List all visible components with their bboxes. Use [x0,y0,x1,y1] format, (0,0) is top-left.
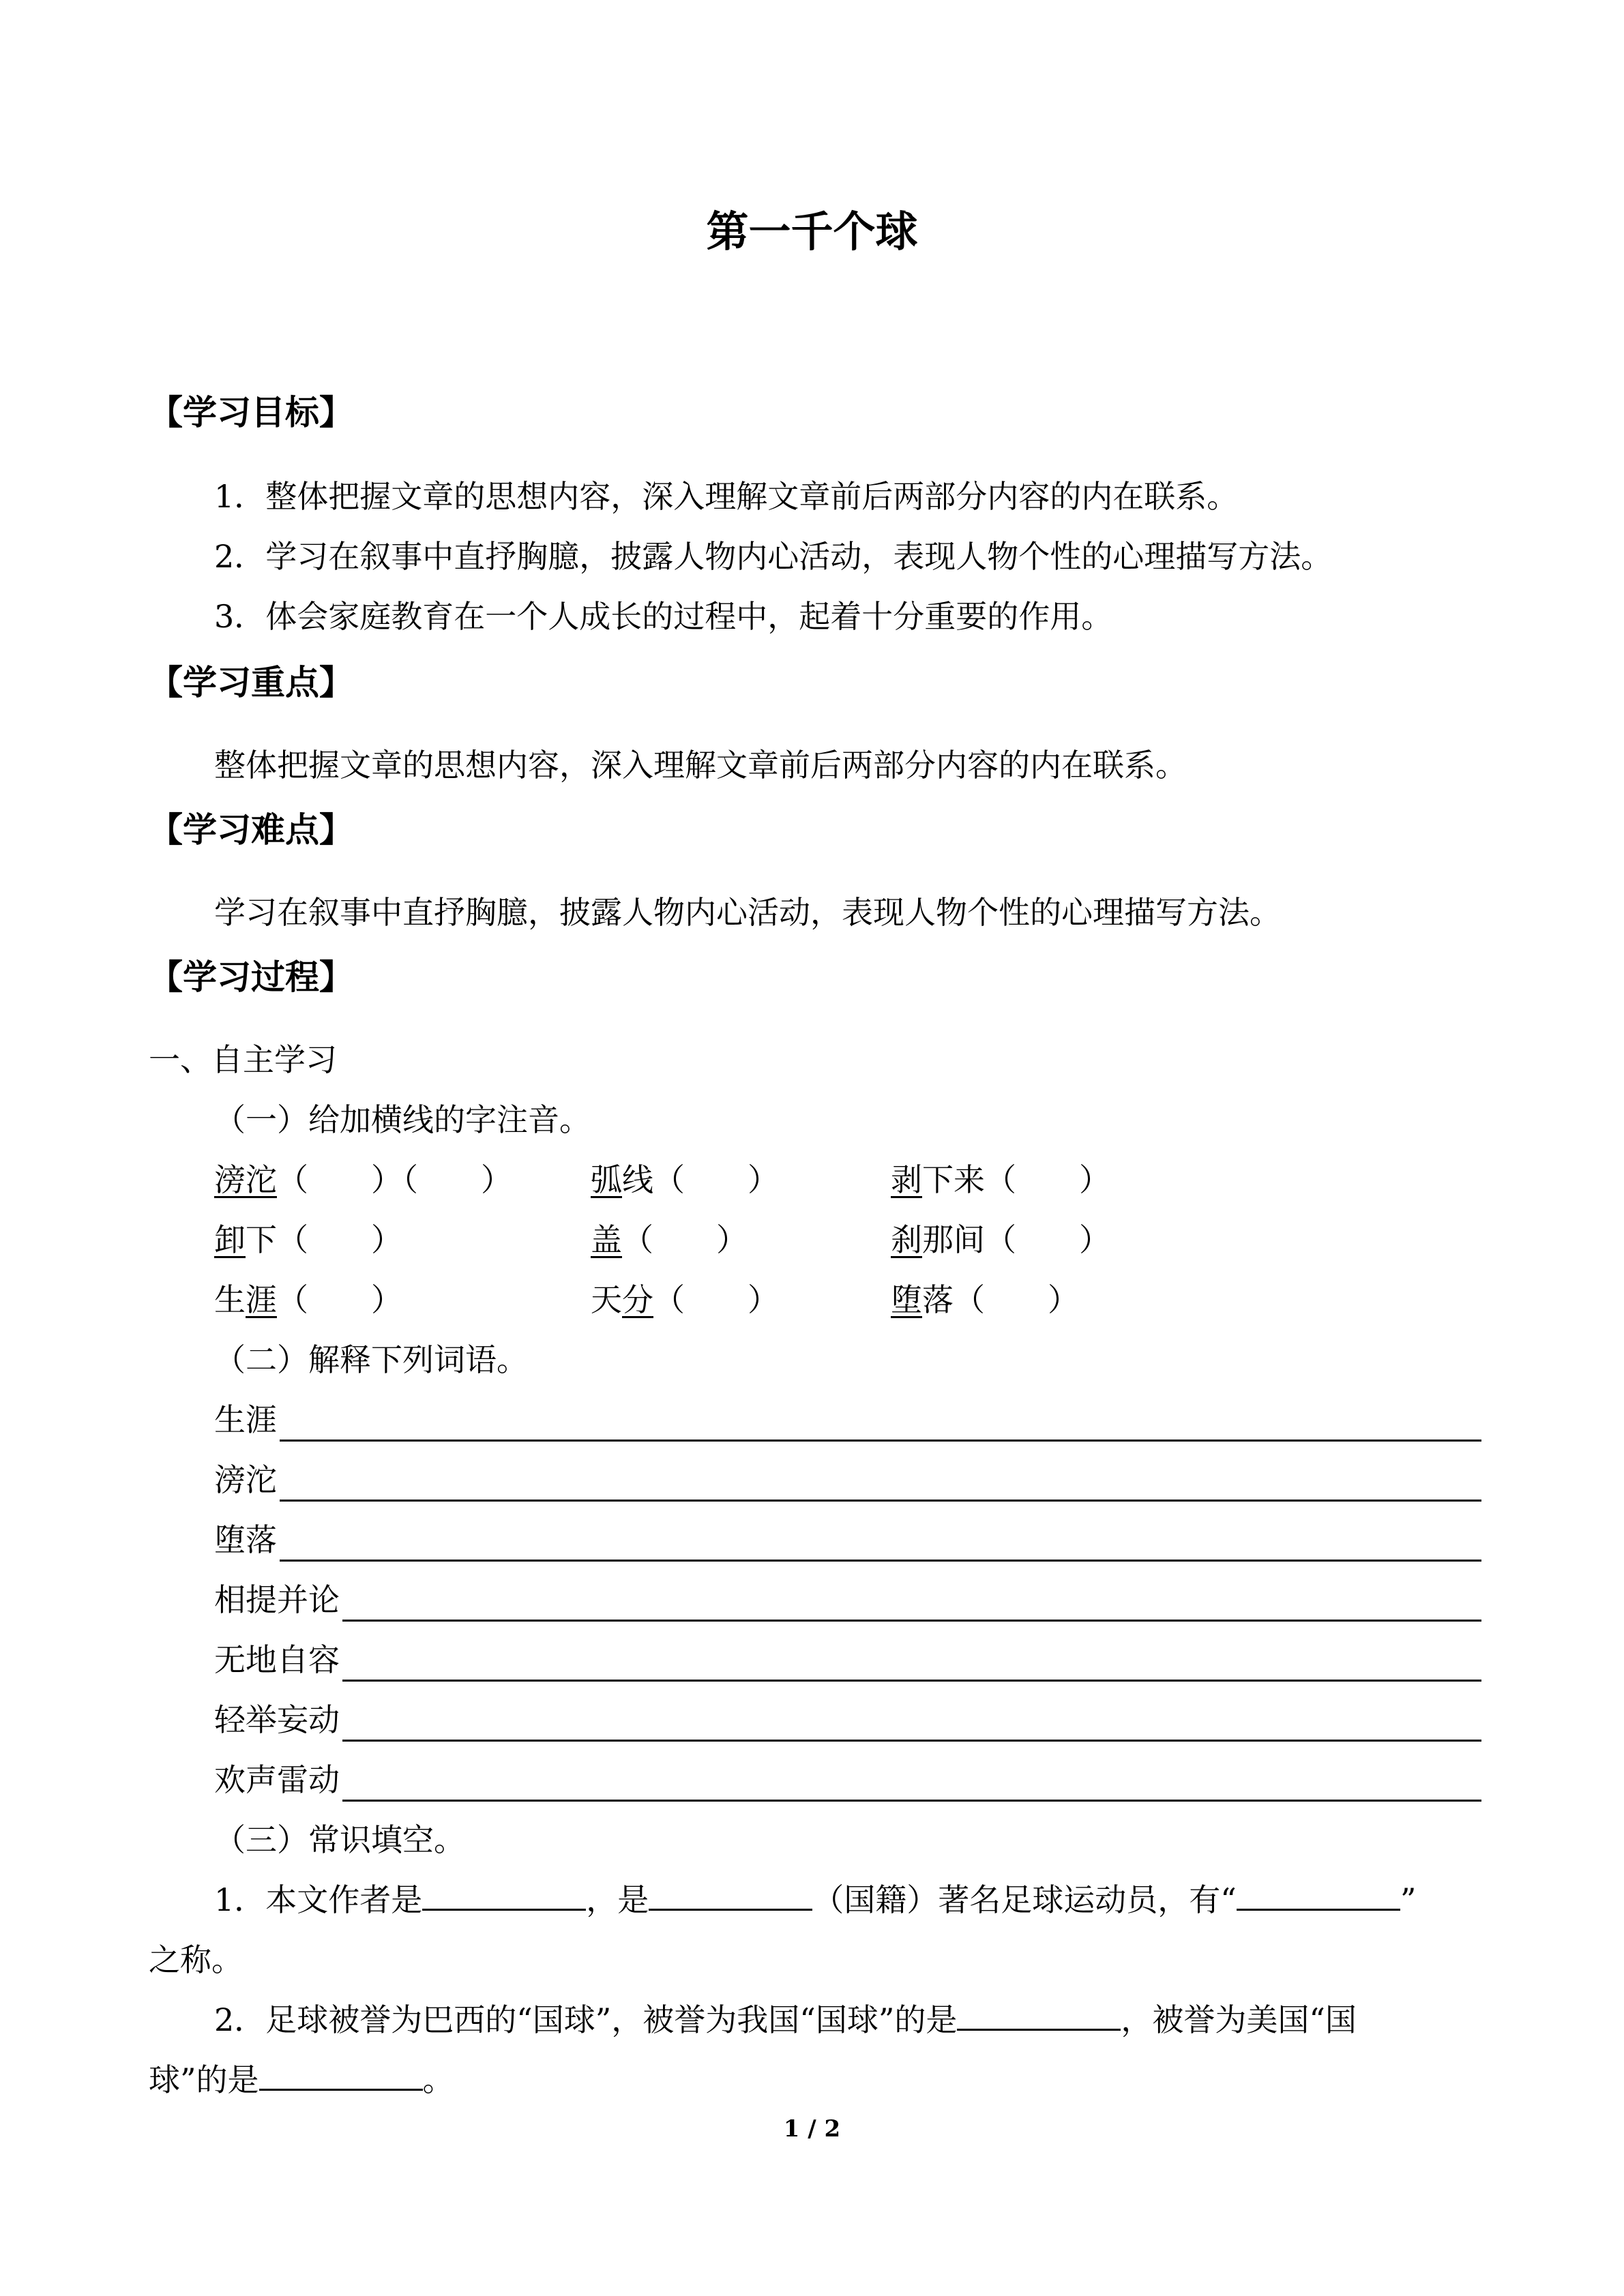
pinyin-answer-blank[interactable]: （ ） [985,1161,1110,1198]
pinyin-underlined: 弧 [591,1161,622,1198]
definition-term: 无地自容 [214,1641,340,1678]
pinyin-item [214,1158,512,1202]
answer-blank[interactable] [1237,1879,1400,1911]
pinyin-answer-blank[interactable]: （ ） [277,1281,402,1318]
definition-answer-line[interactable] [280,1524,1481,1562]
page-number: 1 / 2 [783,2115,841,2143]
definition-row [214,1398,1481,1442]
goals-heading: 【学习目标】 [149,393,353,432]
definition-answer-line[interactable] [342,1584,1481,1622]
pinyin-underlined: 刹 [891,1221,922,1258]
definition-row [214,1578,1481,1622]
difficulty-text: 学习在叙事中直抒胸臆，披露人物内心活动，表现人物个性的心理描写方法。 [214,894,1281,931]
pinyin-item: 剥下来（ ） [891,1161,1110,1198]
answer-blank[interactable] [259,2059,423,2091]
pinyin-item: 天分（ ） [591,1281,779,1318]
definition-answer-line[interactable] [342,1644,1481,1682]
goal-item-2: 2．学习在叙事中直抒胸臆，披露人物内心活动，表现人物个性的心理描写方法。 [214,538,1333,575]
pinyin-answer-blank[interactable]: （ ） [653,1281,779,1318]
pinyin-underlined: 剥 [891,1161,922,1198]
definition-row [214,1758,1481,1802]
pinyin-underlined: 卸 [214,1221,246,1258]
pinyin-answer-blank[interactable]: （ ） [985,1221,1110,1258]
answer-blank[interactable] [957,1999,1121,2031]
pinyin-item: 卸下（ ） [214,1221,402,1258]
definition-row [214,1518,1481,1562]
definition-term: 相提并论 [214,1581,340,1618]
pinyin-item: 生涯（ ） [214,1281,402,1318]
definition-answer-line[interactable] [280,1404,1481,1442]
key-heading: 【学习重点】 [149,663,353,702]
definition-answer-line[interactable] [342,1764,1481,1802]
pinyin-underlined: 分 [622,1281,653,1318]
difficulty-heading: 【学习难点】 [149,810,353,850]
pinyin-underlined: 盖 [591,1221,622,1258]
definition-answer-line[interactable] [280,1464,1481,1502]
process-heading: 【学习过程】 [149,957,353,997]
pinyin-answer-blank[interactable]: （ ） [622,1221,748,1258]
pinyin-item: 刹那间（ ） [891,1221,1110,1258]
pinyin-item: 堕落（ ） [891,1281,1079,1318]
definition-instruction: （二）解释下列词语。 [214,1341,528,1378]
definition-row [214,1698,1481,1742]
pinyin-item: 弧线（ ） [591,1161,779,1198]
knowledge-question-2-continued: 球”的是 。 [149,2058,454,2102]
pinyin-answer-blank[interactable]: （ ） [277,1221,402,1258]
pinyin-answer-blank[interactable]: （ ）（ ） [277,1161,512,1198]
pinyin-answer-blank[interactable]: （ ） [653,1161,779,1198]
page-title: 第一千个球 [706,207,918,256]
definition-term: 欢声雷动 [214,1761,340,1798]
definition-term: 滂沱 [214,1461,277,1498]
goal-item-1: 1．整体把握文章的思想内容，深入理解文章前后两部分内容的内在联系。 [214,478,1239,515]
goal-item-3: 3．体会家庭教育在一个人成长的过程中，起着十分重要的作用。 [214,598,1113,635]
definition-row [214,1458,1481,1502]
knowledge-question-1-continued: 之称。 [149,1941,243,1978]
answer-blank[interactable] [422,1879,586,1911]
answer-blank[interactable] [649,1879,812,1911]
definition-row [214,1638,1481,1682]
pinyin-item [591,1218,748,1262]
key-text: 整体把握文章的思想内容，深入理解文章前后两部分内容的内在联系。 [214,747,1187,784]
definition-term: 生涯 [214,1401,277,1438]
knowledge-instruction: （三）常识填空。 [214,1821,465,1858]
knowledge-question-2: 2．足球被誉为巴西的“国球”，被誉为我国“国球”的是 ，被誉为美国“国 [214,1998,1357,2042]
pinyin-instruction: （一）给加横线的字注音。 [214,1101,591,1138]
definition-term: 轻举妄动 [214,1701,340,1738]
pinyin-underlined: 滂沱 [214,1161,277,1198]
knowledge-question-1: 1．本文作者是 ，是 （国籍）著名足球运动员，有“ ” [214,1878,1416,1922]
pinyin-underlined: 涯 [246,1281,277,1318]
definition-answer-line[interactable] [342,1704,1481,1742]
part1-heading: 一、自主学习 [149,1041,337,1078]
pinyin-underlined: 堕 [891,1281,922,1318]
pinyin-answer-blank[interactable]: （ ） [954,1281,1079,1318]
definition-term: 堕落 [214,1521,277,1558]
